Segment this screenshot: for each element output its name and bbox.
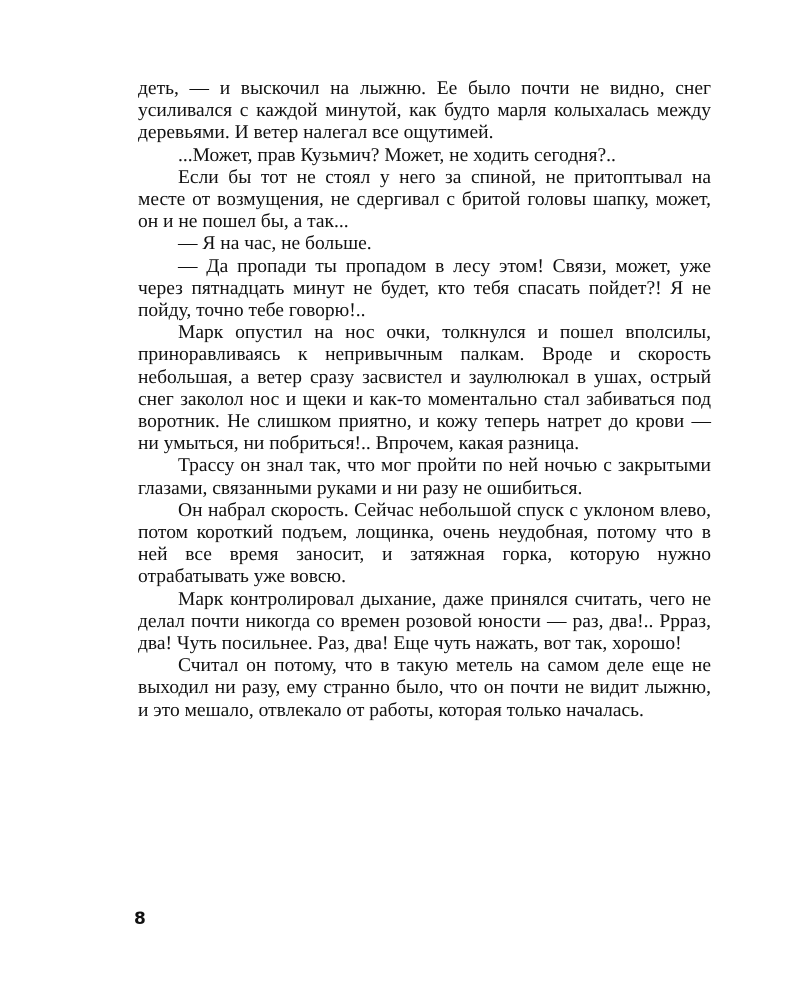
paragraph-9: Марк контролировал дыхание, даже принялся считать, чего не делал почти никогда со времен розовой юности — раз, два!.. Ррраз, два! Чуть посильнее. Раз, два! Еще чуть нажать, вот так, хорошо! <box>138 588 711 655</box>
paragraph-5: — Да пропади ты пропадом в лесу этом! Связи, может, уже через пятнадцать минут не будет, кто тебя спасать пойдет?! Я не пойду, точно тебе говорю!.. <box>138 255 711 322</box>
paragraph-6: Марк опустил на нос очки, толкнулся и пошел вполсилы, приноравливаясь к непривычным палкам. Вроде и скорость небольшая, а ветер сразу засвистел и заулюлюкал в ушах, острый снег заколол нос и щеки и как-то моментально стал забиваться под воротник. Не слишком приятно, и кожу теперь натрет до крови — ни умыться, ни побриться!.. Впрочем, какая разница. <box>138 322 711 455</box>
paragraph-7: Трассу он знал так, что мог пройти по ней ночью с закрытыми глазами, связанными руками и ни разу не ошибиться. <box>138 455 711 499</box>
page-number: 8 <box>134 909 146 929</box>
paragraph-8: Он набрал скорость. Сейчас небольшой спуск с уклоном влево, потом короткий подъем, лощинка, очень неудобная, потому что в ней все время заносит, и затяжная горка, которую нужно отрабатывать уже вовсю. <box>138 499 711 588</box>
paragraph-1: деть, — и выскочил на лыжню. Ее было почти не видно, снег усиливался с каждой минутой, как будто марля колыхалась между деревьями. И ветер налегал все ощутимей. <box>138 78 711 144</box>
paragraph-10: Считал он потому, что в такую метель на самом деле еще не выходил ни разу, ему странно было, что он почти не видит лыжню, и это мешало, отвлекало от работы, которая только началась. <box>138 655 711 721</box>
paragraph-4: — Я на час, не больше. <box>178 233 372 255</box>
paragraph-2: ...Может, прав Кузьмич? Может, не ходить сегодня?.. <box>178 144 616 166</box>
body-text <box>138 78 711 722</box>
paragraph-3: Если бы тот не стоял у него за спиной, не притоптывал на месте от возмущения, не сдергивал с бритой головы шапку, может, он и не пошел бы, а так... <box>138 166 711 233</box>
